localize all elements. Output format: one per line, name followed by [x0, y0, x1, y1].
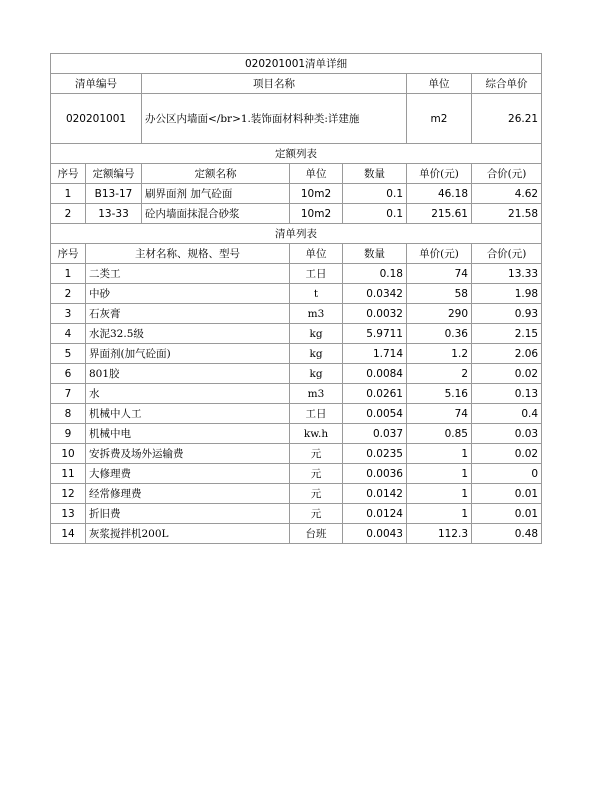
material-total: 0.02 — [472, 364, 542, 384]
material-price: 1 — [407, 444, 472, 464]
material-price: 0.36 — [407, 324, 472, 344]
materials-seq-header: 序号 — [51, 244, 86, 264]
material-qty: 0.0054 — [343, 404, 407, 424]
material-name: 二类工 — [86, 264, 290, 284]
material-price: 74 — [407, 264, 472, 284]
material-seq: 14 — [51, 524, 86, 544]
material-name: 界面剂(加气砼面) — [86, 344, 290, 364]
title-row — [51, 54, 542, 74]
bill-row — [51, 94, 542, 144]
material-price: 1 — [407, 504, 472, 524]
material-name: 水泥32.5级 — [86, 324, 290, 344]
material-row — [51, 264, 542, 284]
quota-total: 21.58 — [472, 204, 542, 224]
materials-name-header: 主材名称、规格、型号 — [86, 244, 290, 264]
material-unit: t — [290, 284, 343, 304]
quota-price-header: 单价(元) — [407, 164, 472, 184]
material-seq: 11 — [51, 464, 86, 484]
material-seq: 10 — [51, 444, 86, 464]
material-unit: m3 — [290, 304, 343, 324]
material-row — [51, 304, 542, 324]
material-total: 2.06 — [472, 344, 542, 364]
material-name: 大修理费 — [86, 464, 290, 484]
quota-code-header: 定额编号 — [86, 164, 142, 184]
material-qty: 1.714 — [343, 344, 407, 364]
material-qty: 0.0036 — [343, 464, 407, 484]
quota-price: 215.61 — [407, 204, 472, 224]
material-seq: 2 — [51, 284, 86, 304]
materials-price-header: 单价(元) — [407, 244, 472, 264]
material-unit: 台班 — [290, 524, 343, 544]
material-price: 74 — [407, 404, 472, 424]
materials-header-row — [51, 244, 542, 264]
material-name: 机械中电 — [86, 424, 290, 444]
material-row — [51, 524, 542, 544]
material-total: 0.4 — [472, 404, 542, 424]
material-name: 经常修理费 — [86, 484, 290, 504]
material-seq: 4 — [51, 324, 86, 344]
material-total: 13.33 — [472, 264, 542, 284]
material-qty: 0.0032 — [343, 304, 407, 324]
material-name: 折旧费 — [86, 504, 290, 524]
materials-total-header: 合价(元) — [472, 244, 542, 264]
material-row — [51, 364, 542, 384]
quota-name: 砼内墙面抹混合砂浆 — [142, 204, 290, 224]
material-unit: kg — [290, 364, 343, 384]
quota-seq: 2 — [51, 204, 86, 224]
bill-code-header: 清单编号 — [51, 74, 142, 94]
material-unit: 工日 — [290, 264, 343, 284]
material-price: 2 — [407, 364, 472, 384]
page-title: 020201001清单详细 — [51, 54, 542, 74]
material-unit: kw.h — [290, 424, 343, 444]
materials-qty-header: 数量 — [343, 244, 407, 264]
material-qty: 0.0261 — [343, 384, 407, 404]
quota-unit-header: 单位 — [290, 164, 343, 184]
material-total: 0.93 — [472, 304, 542, 324]
material-total: 2.15 — [472, 324, 542, 344]
material-unit: 元 — [290, 444, 343, 464]
material-name: 机械中人工 — [86, 404, 290, 424]
quota-qty: 0.1 — [343, 184, 407, 204]
material-seq: 1 — [51, 264, 86, 284]
material-row — [51, 484, 542, 504]
quota-name: 刷界面剂 加气砼面 — [142, 184, 290, 204]
material-row — [51, 324, 542, 344]
quota-section-title: 定额列表 — [51, 144, 542, 164]
quota-row — [51, 184, 542, 204]
materials-unit-header: 单位 — [290, 244, 343, 264]
material-name: 灰浆搅拌机200L — [86, 524, 290, 544]
bill-code: 020201001 — [51, 94, 142, 144]
material-row — [51, 284, 542, 304]
material-qty: 5.9711 — [343, 324, 407, 344]
material-price: 58 — [407, 284, 472, 304]
material-seq: 3 — [51, 304, 86, 324]
bill-unit-header: 单位 — [407, 74, 472, 94]
material-row — [51, 424, 542, 444]
material-seq: 8 — [51, 404, 86, 424]
material-unit: 元 — [290, 464, 343, 484]
material-price: 1 — [407, 464, 472, 484]
materials-section-title: 清单列表 — [51, 224, 542, 244]
material-unit: 元 — [290, 504, 343, 524]
material-row — [51, 504, 542, 524]
material-name: 石灰膏 — [86, 304, 290, 324]
material-seq: 13 — [51, 504, 86, 524]
material-row — [51, 444, 542, 464]
quota-unit: 10m2 — [290, 184, 343, 204]
material-price: 0.85 — [407, 424, 472, 444]
material-qty: 0.037 — [343, 424, 407, 444]
material-row — [51, 384, 542, 404]
quota-name-header: 定额名称 — [142, 164, 290, 184]
quota-unit: 10m2 — [290, 204, 343, 224]
material-total: 0.03 — [472, 424, 542, 444]
material-row — [51, 404, 542, 424]
material-total: 0.01 — [472, 484, 542, 504]
quota-code: 13-33 — [86, 204, 142, 224]
material-seq: 6 — [51, 364, 86, 384]
bill-unit: m2 — [407, 94, 472, 144]
material-unit: m3 — [290, 384, 343, 404]
material-qty: 0.0342 — [343, 284, 407, 304]
bill-name-header: 项目名称 — [142, 74, 407, 94]
material-row — [51, 464, 542, 484]
material-name: 安拆费及场外运输费 — [86, 444, 290, 464]
material-seq: 12 — [51, 484, 86, 504]
quota-total: 4.62 — [472, 184, 542, 204]
material-total: 0 — [472, 464, 542, 484]
quota-row — [51, 204, 542, 224]
bill-header-row — [51, 74, 542, 94]
material-qty: 0.0142 — [343, 484, 407, 504]
material-seq: 7 — [51, 384, 86, 404]
material-qty: 0.0235 — [343, 444, 407, 464]
quota-qty-header: 数量 — [343, 164, 407, 184]
material-price: 1.2 — [407, 344, 472, 364]
material-row — [51, 344, 542, 364]
material-unit: 元 — [290, 484, 343, 504]
material-total: 0.01 — [472, 504, 542, 524]
bill-name: 办公区内墙面</br>1.装饰面材料种类:详建施 — [142, 94, 407, 144]
quota-seq-header: 序号 — [51, 164, 86, 184]
material-price: 112.3 — [407, 524, 472, 544]
bill-detail-table — [50, 53, 542, 544]
quota-total-header: 合价(元) — [472, 164, 542, 184]
material-price: 5.16 — [407, 384, 472, 404]
material-qty: 0.18 — [343, 264, 407, 284]
materials-section-row — [51, 224, 542, 244]
material-qty: 0.0043 — [343, 524, 407, 544]
material-seq: 5 — [51, 344, 86, 364]
material-unit: kg — [290, 344, 343, 364]
quota-qty: 0.1 — [343, 204, 407, 224]
material-total: 0.02 — [472, 444, 542, 464]
material-name: 中砂 — [86, 284, 290, 304]
quota-header-row — [51, 164, 542, 184]
material-name: 水 — [86, 384, 290, 404]
material-qty: 0.0124 — [343, 504, 407, 524]
material-unit: 工日 — [290, 404, 343, 424]
quota-price: 46.18 — [407, 184, 472, 204]
material-seq: 9 — [51, 424, 86, 444]
quota-code: B13-17 — [86, 184, 142, 204]
bill-price-header: 综合单价 — [472, 74, 542, 94]
quota-seq: 1 — [51, 184, 86, 204]
bill-price: 26.21 — [472, 94, 542, 144]
material-name: 801胶 — [86, 364, 290, 384]
material-total: 0.13 — [472, 384, 542, 404]
material-total: 1.98 — [472, 284, 542, 304]
material-unit: kg — [290, 324, 343, 344]
material-price: 290 — [407, 304, 472, 324]
quota-section-row — [51, 144, 542, 164]
material-qty: 0.0084 — [343, 364, 407, 384]
material-price: 1 — [407, 484, 472, 504]
material-total: 0.48 — [472, 524, 542, 544]
